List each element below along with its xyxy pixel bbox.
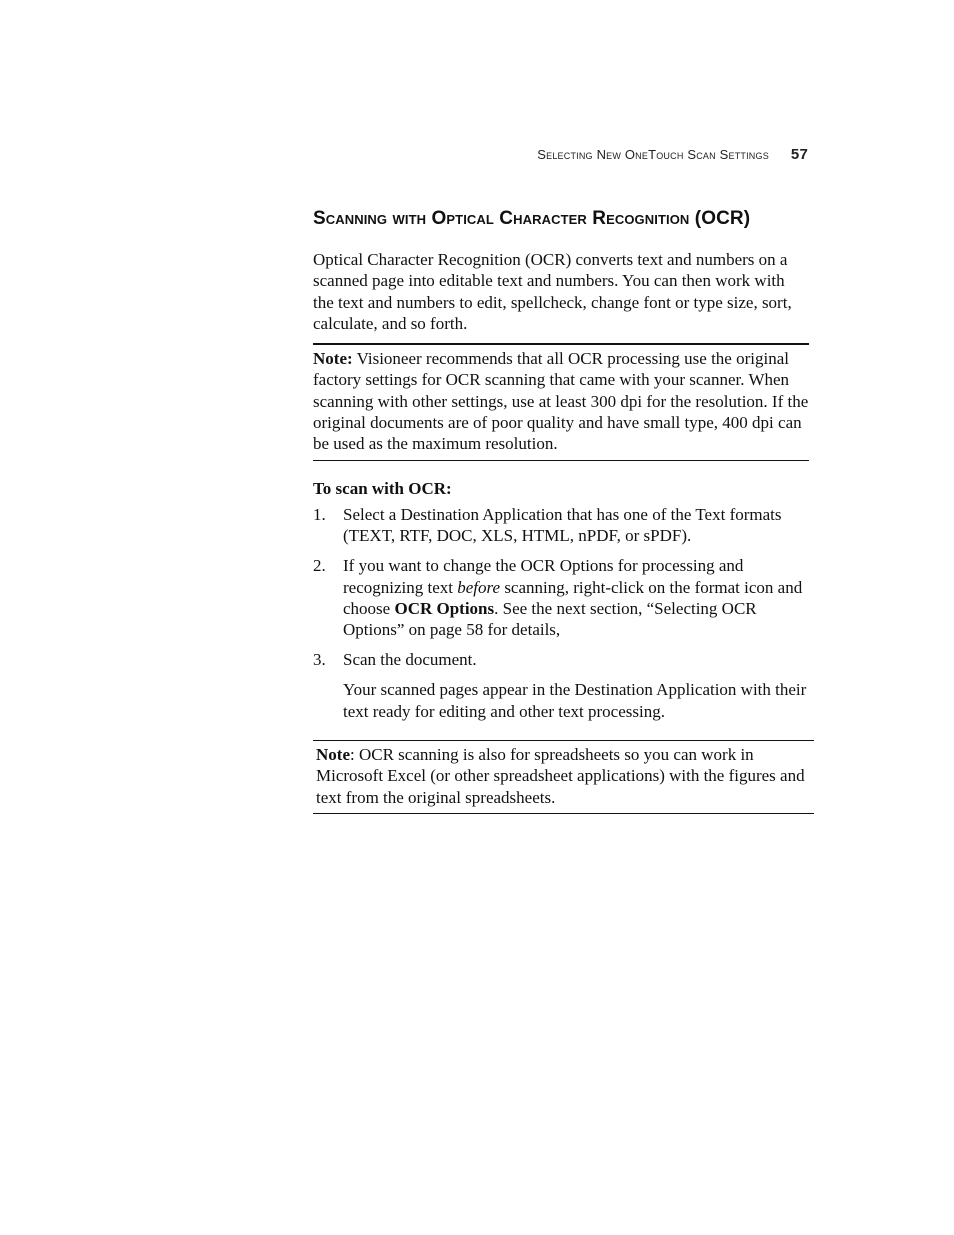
step-result: Your scanned pages appear in the Destination Application with their text ready for editing and other text processing. xyxy=(343,680,807,721)
step-text: . See the next section, “Selecting OCR Options” on page 58 for details, xyxy=(343,598,757,640)
step-text: Scan the document. xyxy=(343,650,477,670)
note-text: : OCR scanning is also for spreadsheets so you can work in Microsoft Excel (or other spreadsheet applications) with the figures and text from the original spreadsheets. xyxy=(316,745,805,807)
step-number: 2. xyxy=(313,556,326,576)
note-box-resolution xyxy=(313,343,809,461)
note-label: Note: xyxy=(313,349,353,368)
procedure-steps xyxy=(313,504,809,722)
section-title: Scanning with Optical Character Recognition (OCR) xyxy=(313,208,751,229)
step-text: Select a Destination Application that has one of the Text formats (TEXT, RTF, DOC, XLS, HTML, nPDF, or sPDF). xyxy=(343,505,782,546)
running-header xyxy=(430,146,808,163)
procedure-heading: To scan with OCR: xyxy=(313,479,452,498)
list-item xyxy=(313,649,809,722)
ocr-options-term: OCR Options xyxy=(394,598,495,618)
running-header-title: Selecting New OneTouch Scan Settings xyxy=(537,147,769,162)
list-item xyxy=(313,555,809,640)
step-number: 3. xyxy=(313,650,326,670)
step-text: scanning, right-click on the format icon and choose xyxy=(343,577,803,618)
note-box-spreadsheets xyxy=(313,740,814,814)
step-number: 1. xyxy=(313,505,326,524)
note-label: Note xyxy=(316,745,350,764)
step-text: If you want to change the OCR Options for processing and recognizing text xyxy=(343,556,744,597)
note-text: Visioneer recommends that all OCR processing use the original factory settings for OCR scanning that came with your scanner. When scanning with other settings, use at least 300 dpi for the resolution. If the original documents are of poor quality and have small type, 400 dpi can be used as the maximum resolution. xyxy=(313,349,809,454)
list-item xyxy=(313,504,809,546)
intro-paragraph: Optical Character Recognition (OCR) converts text and numbers on a scanned page into editable text and numbers. You can then work with the text and numbers to edit, spellcheck, change font or type size, sort, calculate, and so forth. xyxy=(313,250,792,333)
page-number: 57 xyxy=(790,146,808,163)
step-text-emphasis: before xyxy=(457,577,501,597)
